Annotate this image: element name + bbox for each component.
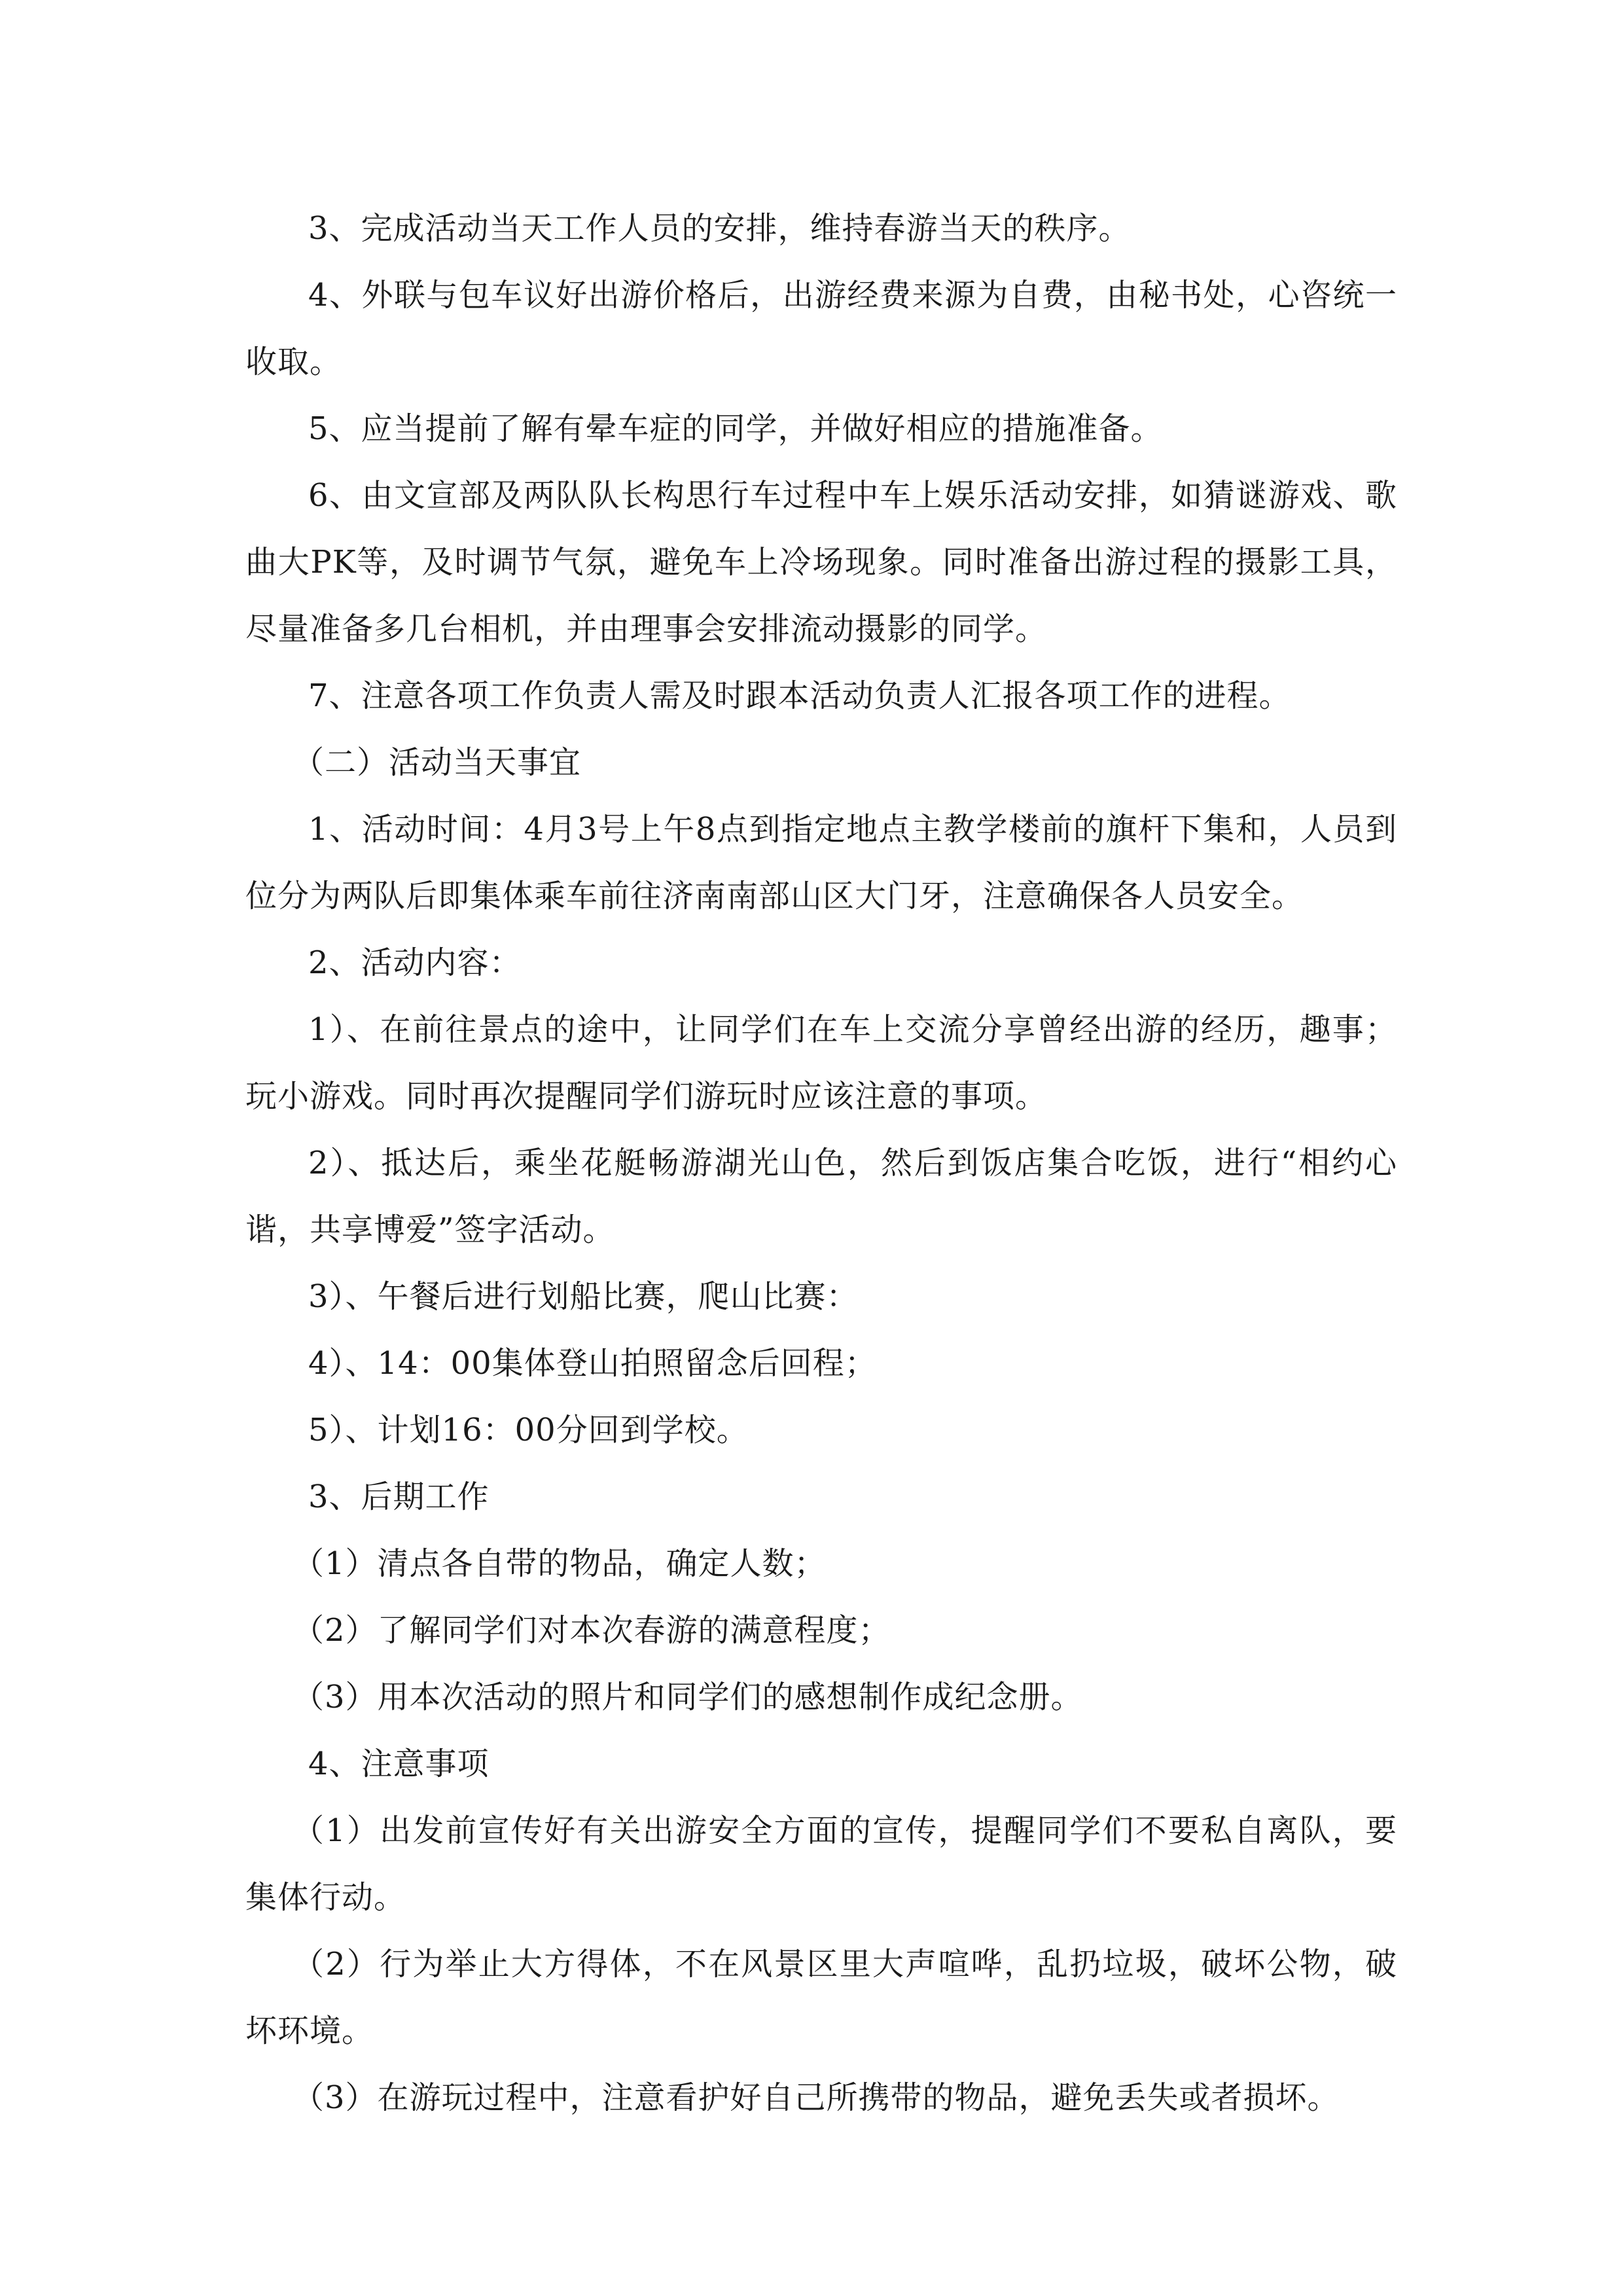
paragraph-content-item-1: 1）、在前往景点的途中，让同学们在车上交流分享曾经出游的经历，趣事；玩小游戏。同时再次提醒同学们游玩时应该注意的事项。 — [245, 1011, 1397, 1115]
section-heading-activity-day: （二）活动当天事宜 — [293, 744, 582, 781]
document-body — [245, 195, 1397, 2131]
paragraph-content-item-5: 5）、计划16：00分回到学校。 — [308, 1412, 749, 1448]
paragraph-follow-up-item-2: （2）了解同学们对本次春游的满意程度； — [293, 1612, 891, 1649]
paragraph-notes-item-2: （2）行为举止大方得体，不在风景区里大声喧哗，乱扔垃圾，破坏公物，破坏环境。 — [245, 1946, 1397, 2049]
paragraph-content-item-4: 4）、14：00集体登山拍照留念后回程； — [308, 1345, 877, 1382]
paragraph-notes-item-3: （3）在游玩过程中，注意看护好自己所携带的物品，避免丢失或者损坏。 — [293, 2079, 1340, 2116]
paragraph-notes-item-1: （1）出发前宣传好有关出游安全方面的宣传，提醒同学们不要私自离队，要集体行动。 — [245, 1812, 1397, 1916]
paragraph-motion-sickness: 5、应当提前了解有晕车症的同学，并做好相应的措施准备。 — [308, 410, 1163, 447]
paragraph-content-item-3: 3）、午餐后进行划船比赛，爬山比赛： — [308, 1278, 859, 1315]
paragraph-notes-heading: 4、注意事项 — [308, 1746, 490, 1782]
paragraph-follow-up-heading: 3、后期工作 — [308, 1479, 490, 1515]
paragraph-follow-up-item-1: （1）清点各自带的物品，确定人数； — [293, 1545, 827, 1582]
paragraph-content-item-2: 2）、抵达后，乘坐花艇畅游湖光山色，然后到饭店集合吃饭，进行“相约心谐，共享博爱”签字活动。 — [245, 1145, 1397, 1248]
paragraph-staff-arrangement: 3、完成活动当天工作人员的安排，维持春游当天的秩序。 — [308, 210, 1131, 247]
paragraph-bus-entertainment: 6、由文宣部及两队队长构思行车过程中车上娱乐活动安排，如猜谜游戏、歌曲大PK等，及时调节气氛，避免车上冷场现象。同时准备出游过程的摄影工具，尽量准备多几台相机，并由理事会安排流动摄影的同学。 — [245, 477, 1397, 647]
paragraph-activity-content-heading: 2、活动内容： — [308, 944, 522, 981]
paragraph-activity-time: 1、活动时间：4月3号上午8点到指定地点主教学楼前的旗杆下集和，人员到位分为两队后即集体乘车前往济南南部山区大门牙，注意确保各人员安全。 — [245, 811, 1397, 914]
paragraph-progress-report: 7、注意各项工作负责人需及时跟本活动负责人汇报各项工作的进程。 — [308, 677, 1291, 714]
paragraph-follow-up-item-3: （3）用本次活动的照片和同学们的感想制作成纪念册。 — [293, 1679, 1083, 1715]
paragraph-fee-collection: 4、外联与包车议好出游价格后，出游经费来源为自费，由秘书处，心咨统一收取。 — [245, 277, 1397, 380]
